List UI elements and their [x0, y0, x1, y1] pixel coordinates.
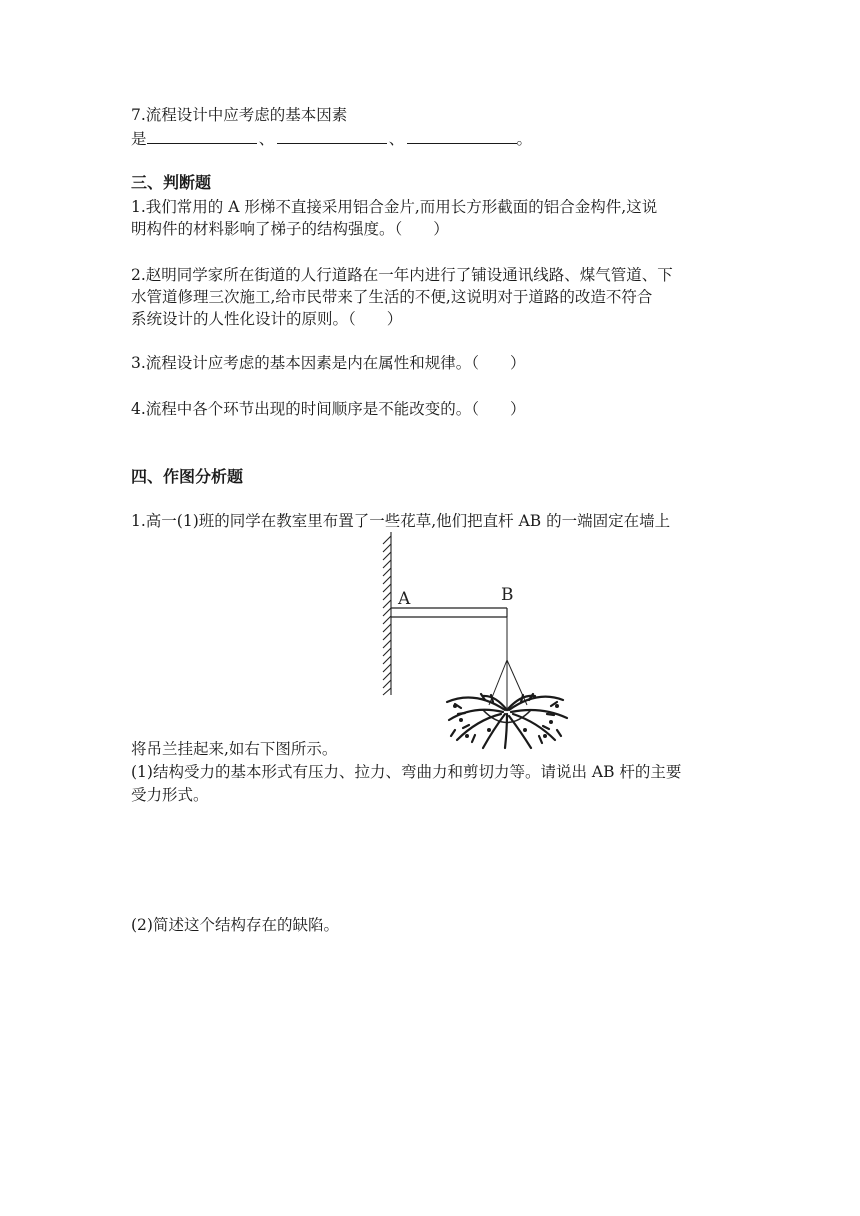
sentence-end: 。 [516, 130, 533, 148]
section-3-heading: 三、判断题 [131, 173, 212, 192]
wall-hatching [383, 532, 391, 695]
q7-line1: 7.流程设计中应考虑的基本因素 [131, 106, 348, 124]
q7-line2 [131, 128, 532, 150]
s4-sub1-line1: (1)结构受力的基本形式有压力、拉力、弯曲力和剪切力等。请说出 AB 杆的主要 [131, 763, 682, 781]
s3-q2-line2: 水管道修理三次施工,给市民带来了生活的不便,这说明对于道路的改造不符合 [131, 288, 653, 306]
label-a: A [398, 589, 411, 609]
rod-ab [391, 608, 507, 617]
s3-q2-line3: 系统设计的人性化设计的原则。（ ） [131, 310, 403, 328]
hanging-strings [489, 617, 527, 708]
s4-sub2: (2)简述这个结构存在的缺陷。 [131, 916, 339, 934]
separator: 、 [258, 130, 275, 148]
separator: 、 [388, 130, 405, 148]
s4-q1-line2: 将吊兰挂起来,如右下图所示。 [131, 740, 338, 758]
s3-q3: 3.流程设计应考虑的基本因素是内在属性和规律。（ ） [131, 354, 526, 372]
answer-blank-1[interactable] [147, 129, 257, 144]
s3-q1-line1: 1.我们常用的 A 形梯不直接采用铝合金片,而用长方形截面的铝合金构件,这说 [131, 198, 658, 216]
answer-blank-3[interactable] [407, 129, 517, 144]
answer-blank-2[interactable] [277, 129, 387, 144]
s4-sub1-line2: 受力形式。 [131, 786, 209, 804]
hanging-plant-figure [365, 530, 575, 755]
s3-q1-line2: 明构件的材料影响了梯子的结构强度。（ ） [131, 220, 449, 238]
s4-q1-line1: 1.高一(1)班的同学在教室里布置了一些花草,他们把直杆 AB 的一端固定在墙上 [131, 512, 671, 530]
s3-q2-line1: 2.赵明同学家所在街道的人行道路在一年内进行了铺设通讯线路、煤气管道、下 [131, 266, 673, 284]
s3-q4: 4.流程中各个环节出现的时间顺序是不能改变的。（ ） [131, 400, 526, 418]
q7-prefix: 是 [131, 130, 147, 148]
label-b: B [501, 585, 514, 605]
section-4-heading: 四、作图分析题 [131, 467, 244, 486]
